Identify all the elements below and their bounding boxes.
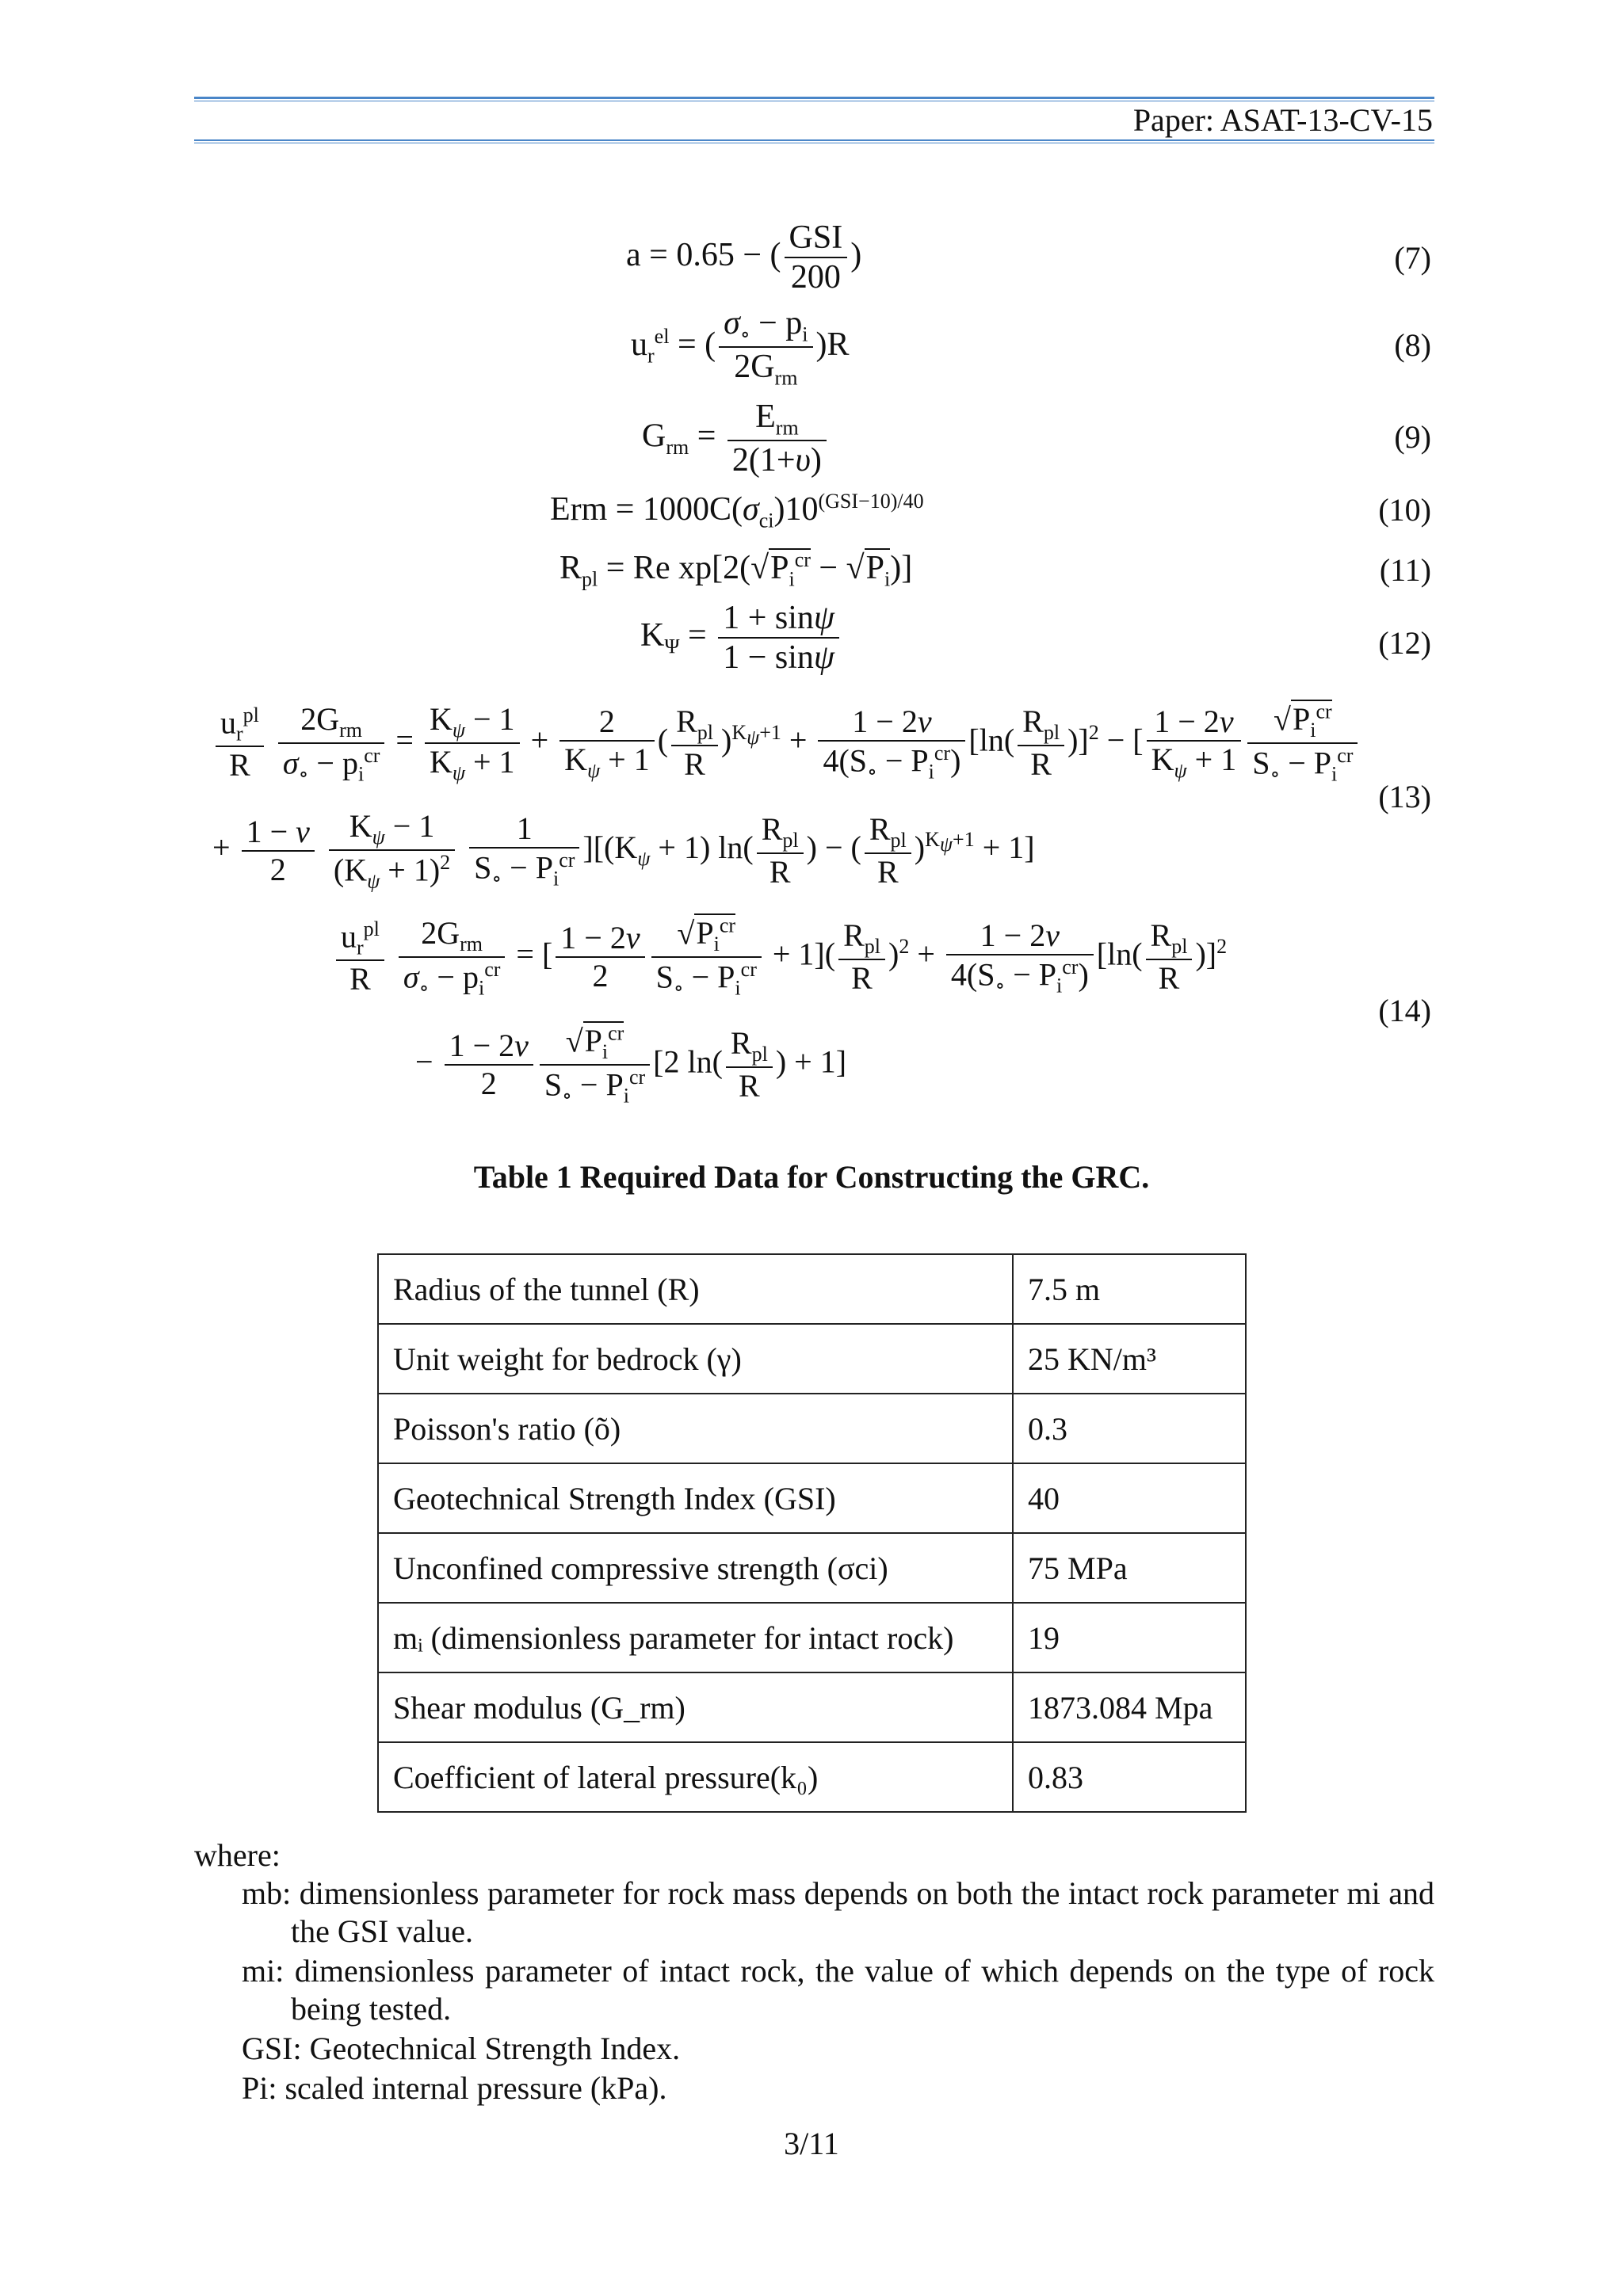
equation-number-14: (14) bbox=[1378, 993, 1431, 1028]
equation-13-line-2: + $\frac{1 - \nu}{2}$ $\frac{K_\psi - 1}{(K_\psi + 1)^2}$ $\frac{1}{S_\circ - P_i^{cr}}$ ][$(K_\psi + 1)$ ln( $\frac{R_{pl}}{R}$ ) − ( $\frac{R_{pl}}{R}$ )$^{K_\psi+1}$ + 1] bbox=[212, 808, 1035, 893]
equation-number-10: (10) bbox=[1378, 492, 1431, 528]
equation-number-11: (11) bbox=[1379, 552, 1431, 588]
data-table bbox=[377, 1253, 1247, 1813]
paper-id: Paper: ASAT-13-CV-15 bbox=[1132, 102, 1433, 138]
definition-item: Pi: scaled internal pressure (kPa). bbox=[242, 2070, 667, 2106]
table-cell-label: Geotechnical Strength Index (GSI) bbox=[378, 1463, 1013, 1533]
equation-8: $u_r^{el}$ = ( $\frac{\sigma_\circ - p_i}{2G_{rm}}$ )R bbox=[631, 305, 850, 390]
definition-item: mi: dimensionless parameter of intact rock, the value of which depends on the type of rock being tested. bbox=[242, 1953, 1434, 2027]
table-row bbox=[378, 1742, 1246, 1812]
table-row bbox=[378, 1603, 1246, 1672]
table-cell-value: 25 KN/m³ bbox=[1013, 1324, 1246, 1394]
where-label: where: bbox=[194, 1837, 281, 1873]
table-cell-value: 75 MPa bbox=[1013, 1533, 1246, 1603]
table-cell-label: Poisson's ratio (õ) bbox=[378, 1394, 1013, 1463]
page-number: 3/11 bbox=[784, 2126, 839, 2161]
table-cell-label: Coefficient of lateral pressure(k₀) bbox=[378, 1742, 1013, 1812]
definition-item: GSI: Geotechnical Strength Index. bbox=[242, 2031, 681, 2066]
header-rule-bottom bbox=[194, 139, 1434, 141]
equation-12: $K_\Psi$ = $\frac{1 + \sin\psi}{1 - \sin\psi}$ bbox=[640, 599, 842, 677]
table-cell-value: 0.3 bbox=[1013, 1394, 1246, 1463]
table-row bbox=[378, 1254, 1246, 1324]
equation-14-line-1: $\frac{u_r^{pl}}{R}$ $\frac{2G_{rm}}{\sigma_\circ - p_i^{cr}}$ = [ $\frac{1 - 2\nu}{2}$ $\frac{√P_i^{cr}}{S_\circ - P_i^{cr}}$ + 1]( $\frac{R_{pl}}{R}$ )$^2$ + $\frac{1 - 2\nu}{4(S_\circ - P_i^{cr})}$ [ln( $\frac{R_{pl}}{R}$ )]$^2$ bbox=[333, 914, 1227, 1000]
table-cell-value: 0.83 bbox=[1013, 1742, 1246, 1812]
equation-number-7: (7) bbox=[1394, 240, 1431, 276]
header-rule-top bbox=[194, 97, 1434, 99]
table-row bbox=[378, 1394, 1246, 1463]
equation-9: $G_{rm}$ = $\frac{E_{rm}}{2(1+\upsilon)}$ bbox=[642, 398, 830, 480]
equation-number-8: (8) bbox=[1394, 327, 1431, 363]
table-cell-value: 1873.084 Mpa bbox=[1013, 1672, 1246, 1742]
table-row bbox=[378, 1533, 1246, 1603]
definition-item: mb: dimensionless parameter for rock mass depends on both the intact rock parameter mi and the GSI value. bbox=[242, 1875, 1434, 1949]
equation-number-9: (9) bbox=[1394, 419, 1431, 455]
table-row bbox=[378, 1463, 1246, 1533]
definitions-list bbox=[242, 1875, 1434, 2109]
equation-11: $R_{pl} = Re$ $xp[2(√P_i^{cr} - √P_i)]$ bbox=[559, 548, 913, 591]
equation-7: a = 0.65 − ( $\frac{\text{GSI}}{200}$ ) bbox=[626, 219, 862, 296]
table-cell-label: Radius of the tunnel (R) bbox=[378, 1254, 1013, 1324]
table-cell-label: mᵢ (dimensionless parameter for intact rock) bbox=[378, 1603, 1013, 1672]
table-cell-value: 40 bbox=[1013, 1463, 1246, 1533]
equation-14-line-2: − $\frac{1 - 2\nu}{2}$ $\frac{√P_i^{cr}}{S_\circ - P_i^{cr}}$ [2 ln( $\frac{R_{pl}}{R}$ ) + 1] bbox=[415, 1022, 847, 1108]
table-cell-value: 7.5 m bbox=[1013, 1254, 1246, 1324]
equation-number-12: (12) bbox=[1378, 625, 1431, 661]
table-row bbox=[378, 1672, 1246, 1742]
equation-number-13: (13) bbox=[1378, 779, 1431, 814]
table-cell-label: Unconfined compressive strength (σci) bbox=[378, 1533, 1013, 1603]
equation-10: Erm = $1000C(\sigma_{ci})10^{(GSI-10)/40}$ bbox=[550, 490, 924, 532]
table-row bbox=[378, 1324, 1246, 1394]
table-cell-label: Shear modulus (G_rm) bbox=[378, 1672, 1013, 1742]
equation-13-line-1: $\frac{u_r^{pl}}{R}$ $\frac{2G_{rm}}{\sigma_\circ - p_i^{cr}}$ = $\frac{K_\psi - 1}{K_\psi + 1}$ + $\frac{2}{K_\psi + 1}$ ( $\frac{R_{pl}}{R}$ )$^{K_\psi+1}$ + $\frac{1 - 2\nu}{4(S_\circ - P_i^{cr})}$ [ln( $\frac{R_{pl}}{R}$ )]$^2$ − [ $\frac{1 - 2\nu}{K_\psi + 1}$ $\frac{√P_i^{cr}}{S_\circ - P_i^{cr}}$ bbox=[212, 700, 1361, 786]
table-cell-label: Unit weight for bedrock (γ) bbox=[378, 1324, 1013, 1394]
table-cell-value: 19 bbox=[1013, 1603, 1246, 1672]
table-caption: Table 1 Required Data for Constructing the GRC. bbox=[473, 1159, 1150, 1195]
